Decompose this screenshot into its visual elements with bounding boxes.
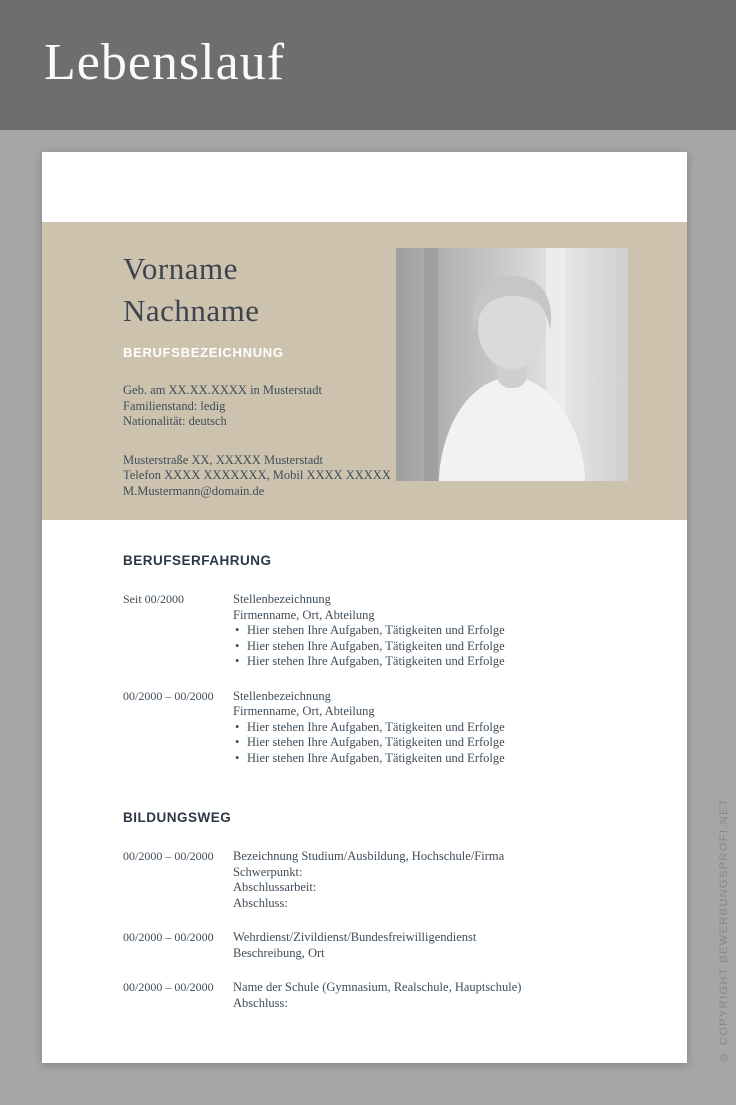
- section-heading: BILDUNGSWEG: [123, 810, 232, 825]
- cv-section: [123, 553, 632, 766]
- bullet-item: • Hier stehen Ihre Aufgaben, Tätigkeiten und Erfolge: [233, 751, 632, 767]
- personal-info-line: Geb. am XX.XX.XXXX in Musterstadt: [123, 383, 322, 397]
- entry-line: Abschluss:: [233, 895, 288, 910]
- entry-content: [233, 980, 632, 1011]
- entry-line: Bezeichnung Studium/Ausbildung, Hochschule/Firma: [233, 849, 505, 863]
- bullet-item: • Hier stehen Ihre Aufgaben, Tätigkeiten und Erfolge: [233, 735, 632, 751]
- bullet-list: [233, 623, 632, 670]
- entry-content: [233, 849, 632, 911]
- portrait-photo-placeholder: [396, 248, 628, 481]
- personal-info-line: Familienstand: ledig: [123, 398, 226, 413]
- bullet-item: • Hier stehen Ihre Aufgaben, Tätigkeiten und Erfolge: [233, 654, 632, 670]
- entry-line: Schwerpunkt:: [233, 864, 303, 879]
- entry-content: [233, 930, 632, 961]
- contact-info-line: Telefon XXXX XXXXXXX, Mobil XXXX XXXXX: [123, 468, 391, 482]
- entry-line: Firmenname, Ort, Abteilung: [233, 607, 375, 622]
- section-heading: BERUFSERFAHRUNG: [123, 553, 272, 568]
- cv-page: [42, 152, 687, 1063]
- cv-entry: [123, 930, 632, 961]
- copyright-watermark: © COPYRIGHT BEWERBUNGSPROFI.NET: [718, 798, 730, 1063]
- entry-date: Seit 00/2000: [123, 592, 185, 606]
- entry-date: 00/2000 – 00/2000: [123, 980, 214, 994]
- profile-band: [42, 222, 687, 520]
- entry-line: Abschlussarbeit:: [233, 880, 317, 894]
- cv-body: [42, 553, 687, 1011]
- cv-section: [123, 810, 632, 1011]
- entry-date: 00/2000 – 00/2000: [123, 849, 214, 863]
- entry-line: Firmenname, Ort, Abteilung: [233, 704, 375, 718]
- first-name: Vorname: [123, 251, 238, 286]
- job-title: BERUFSBEZEICHNUNG: [123, 345, 284, 360]
- header-band: [0, 0, 736, 130]
- bullet-item: • Hier stehen Ihre Aufgaben, Tätigkeiten und Erfolge: [233, 623, 632, 639]
- entry-line: Wehrdienst/Zivildienst/Bundesfreiwilligendienst: [233, 930, 477, 944]
- cv-entry: [123, 592, 632, 670]
- bullet-item: • Hier stehen Ihre Aufgaben, Tätigkeiten und Erfolge: [233, 639, 632, 655]
- document-title: Lebenslauf: [44, 33, 286, 91]
- profile-photo: [396, 248, 628, 481]
- entry-line: Name der Schule (Gymnasium, Realschule, Hauptschule): [233, 980, 522, 994]
- bullet-list: [233, 720, 632, 767]
- entry-line: Stellenbezeichnung: [233, 592, 331, 606]
- entry-content: [233, 592, 632, 670]
- contact-info-line: M.Mustermann@domain.de: [123, 483, 265, 498]
- entry-date: 00/2000 – 00/2000: [123, 930, 214, 944]
- entry-content: [233, 689, 632, 767]
- entry-line: Stellenbezeichnung: [233, 688, 331, 703]
- contact-info-line: Musterstraße XX, XXXXX Musterstadt: [123, 452, 323, 467]
- cv-entry: [123, 980, 632, 1011]
- personal-info-line: Nationalität: deutsch: [123, 414, 227, 428]
- cv-entry: [123, 689, 632, 767]
- cv-entry: [123, 849, 632, 911]
- entry-line: Beschreibung, Ort: [233, 945, 325, 960]
- entry-date: 00/2000 – 00/2000: [123, 688, 214, 703]
- last-name: Nachname: [123, 293, 260, 328]
- bullet-item: • Hier stehen Ihre Aufgaben, Tätigkeiten und Erfolge: [233, 720, 632, 736]
- entry-line: Abschluss:: [233, 995, 288, 1010]
